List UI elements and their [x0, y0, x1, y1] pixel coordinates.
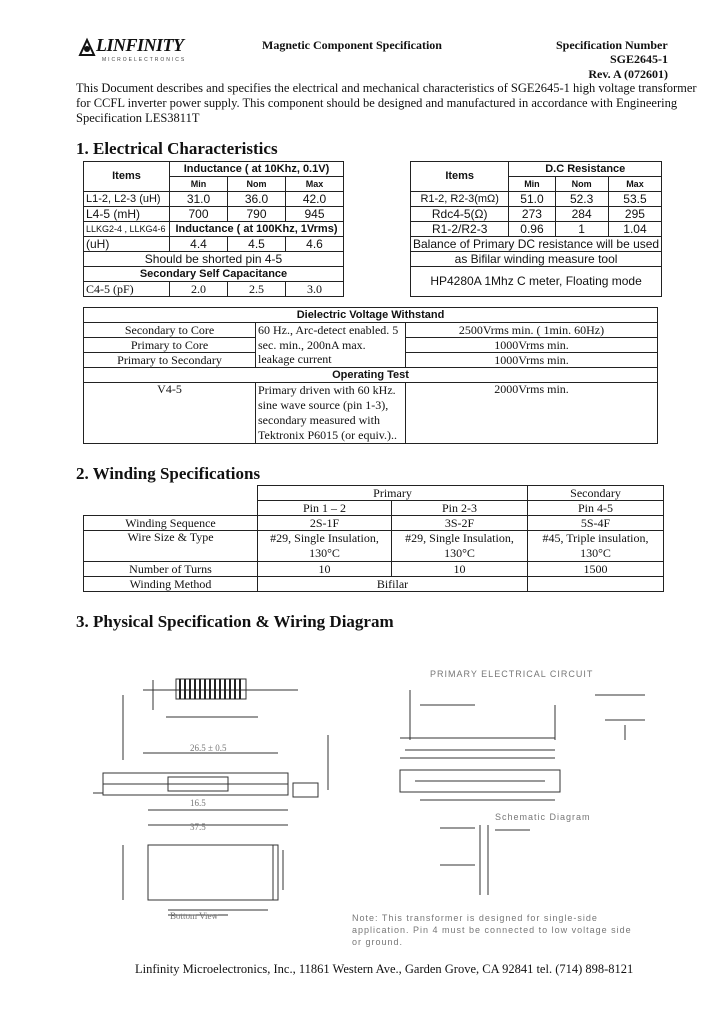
lk-nom: 4.5 [228, 237, 286, 252]
operating-test-header: Operating Test [84, 368, 658, 383]
section-physical-title: 3. Physical Specification & Wiring Diagram [76, 612, 394, 631]
lk-label: LLKG2-4 , LLKG4-6 [84, 222, 170, 237]
lk-min: 4.4 [170, 237, 228, 252]
winding-seq-2: 3S-2F [392, 516, 528, 531]
winding-seq-3: 5S-4F [528, 516, 664, 531]
schematic-title: Schematic Diagram [495, 812, 591, 822]
spec-number-label: Specification Number [556, 38, 668, 52]
winding-seq-label: Winding Sequence [84, 516, 258, 531]
ratio-max: 1.04 [608, 222, 661, 237]
pin-4-5: Pin 4-5 [528, 501, 664, 516]
winding-seq-1: 2S-1F [258, 516, 392, 531]
c45-min: 2.0 [170, 282, 228, 297]
dielectric-row-2-value: 1000Vrms min. [406, 338, 658, 353]
l45-nom: 790 [228, 207, 286, 222]
doc-type: Magnetic Component Specification [262, 38, 442, 52]
dim-c: 37.5 [190, 822, 206, 832]
wire-size-label: Wire Size & Type [84, 531, 258, 562]
dc-nom-header: Nom [555, 177, 608, 192]
op-cond-3: secondary measured with [258, 413, 380, 427]
r12-max: 53.5 [608, 192, 661, 207]
circuit-drawing [355, 680, 675, 895]
dielectric-row-2-label: Primary to Core [84, 338, 256, 353]
note-line-2: application. Pin 4 must be connected to low voltage side [352, 925, 632, 935]
lk-header: Inductance ( at 100Khz, 1Vrms) [170, 222, 344, 237]
spec-number: SGE2645-1 [609, 52, 668, 66]
rdc45-min: 273 [509, 207, 555, 222]
dielectric-row-1-label: Secondary to Core [84, 323, 256, 338]
dc-items-header: Items [411, 162, 509, 192]
inductance-table [83, 161, 344, 297]
dielectric-row-3-label: Primary to Secondary [84, 353, 256, 368]
section-electrical-title: 1. Electrical Characteristics [76, 139, 278, 158]
l45-max: 945 [286, 207, 344, 222]
turns-1: 10 [258, 562, 392, 577]
cap-method: HP4280A 1Mhz C meter, Floating mode [411, 267, 662, 297]
l45-label: L4-5 (mH) [84, 207, 170, 222]
turns-3: 1500 [528, 562, 664, 577]
op-value: 2000Vrms min. [406, 383, 658, 444]
company-logo [76, 35, 186, 65]
bottom-view-label: Bottom View [170, 911, 219, 921]
op-conditions [256, 383, 406, 444]
pin-2-3: Pin 2-3 [392, 501, 528, 516]
l45-min: 700 [170, 207, 228, 222]
c45-nom: 2.5 [228, 282, 286, 297]
r12-min: 51.0 [509, 192, 555, 207]
dielectric-header: Dielectric Voltage Withstand [84, 308, 658, 323]
ratio-nom: 1 [555, 222, 608, 237]
lk-max: 4.6 [286, 237, 344, 252]
wire-size-1 [258, 531, 392, 562]
max-header: Max [286, 177, 344, 192]
dc-header: D.C Resistance [509, 162, 662, 177]
dim-b: 16.5 [190, 798, 206, 808]
dc-max-header: Max [608, 177, 661, 192]
winding-method-label: Winding Method [84, 577, 258, 592]
l12-min: 31.0 [170, 192, 228, 207]
rdc45-max: 295 [608, 207, 661, 222]
note-line-3: or ground. [352, 937, 404, 947]
l12-label: L1-2, L2-3 (uH) [84, 192, 170, 207]
winding-method-value: Bifilar [258, 577, 528, 592]
dc-resistance-table [410, 161, 662, 297]
dielectric-row-3-value: 1000Vrms min. [406, 353, 658, 368]
pin-1-2: Pin 1 – 2 [258, 501, 392, 516]
intro-line-2: for CCFL inverter power supply. This component should be designed and manufactured in accordance with Engineering [76, 96, 678, 110]
min-header: Min [170, 177, 228, 192]
wire-size-3-type: #45, Triple insulation, [542, 531, 649, 545]
shorted-note: Should be shorted pin 4-5 [84, 252, 344, 267]
intro-line-1: This Document describes and specifies the electrical and mechanical characteristics of SGE2645-1 high voltage transformer [76, 81, 697, 95]
balance-note-1: Balance of Primary DC resistance will be used [411, 237, 662, 252]
winding-method-empty [528, 577, 664, 592]
dielectric-cond-2: sec. min., 200nA max. [256, 338, 406, 353]
ratio-label: R1-2/R2-3 [411, 222, 509, 237]
rdc45-label: Rdc4-5(Ω) [411, 207, 509, 222]
dielectric-cond-3: leakage current [256, 353, 406, 368]
dielectric-row-1-value: 2500Vrms min. ( 1min. 60Hz) [406, 323, 658, 338]
turns-2: 10 [392, 562, 528, 577]
wire-size-2-temp: 130°C [444, 546, 475, 560]
dc-min-header: Min [509, 177, 555, 192]
primary-header: Primary [258, 486, 528, 501]
l12-nom: 36.0 [228, 192, 286, 207]
r12-nom: 52.3 [555, 192, 608, 207]
wire-size-3-temp: 130°C [580, 546, 611, 560]
c45-label: C4-5 (pF) [84, 282, 170, 297]
winding-coil [176, 679, 246, 699]
logo-mark-icon [76, 37, 98, 59]
r12-label: R1-2, R2-3(mΩ) [411, 192, 509, 207]
dielectric-table [83, 307, 658, 444]
circuit-title: PRIMARY ELECTRICAL CIRCUIT [430, 669, 594, 679]
wire-size-2-type: #29, Single Insulation, [405, 531, 514, 545]
turns-label: Number of Turns [84, 562, 258, 577]
logo-text: LINFINITY [96, 35, 184, 55]
op-label: V4-5 [84, 383, 256, 444]
op-cond-4: Tektronix P6015 (or equiv.).. [258, 428, 398, 442]
section-winding-title: 2. Winding Specifications [76, 464, 261, 483]
footer-address: Linfinity Microelectronics, Inc., 11861 Western Ave., Garden Grove, CA 92841 tel. (714) 898-8121 [135, 962, 634, 976]
nom-header: Nom [228, 177, 286, 192]
ratio-min: 0.96 [509, 222, 555, 237]
dim-a: 26.5 ± 0.5 [190, 743, 227, 753]
inductance-header: Inductance ( at 10Khz, 0.1V) [170, 162, 344, 177]
lk-unit: (uH) [84, 237, 170, 252]
rdc45-nom: 284 [555, 207, 608, 222]
dielectric-cond-1: 60 Hz., Arc-detect enabled. 5 [256, 323, 406, 338]
intro-line-3: Specification LES3811T [76, 111, 200, 125]
l12-max: 42.0 [286, 192, 344, 207]
secondary-header: Secondary [528, 486, 664, 501]
cap-header: Secondary Self Capacitance [84, 267, 344, 282]
logo-subtext: MICROELECTRONICS [102, 57, 187, 63]
op-cond-1: Primary driven with 60 kHz. [258, 383, 396, 397]
wire-size-1-temp: 130°C [309, 546, 340, 560]
revision: Rev. A (072601) [588, 67, 668, 81]
balance-note-2: as Bifilar winding measure tool [411, 252, 662, 267]
items-header: Items [84, 162, 170, 192]
op-cond-2: sine wave source (pin 1-3), [258, 398, 389, 412]
note-line-1: Note: This transformer is designed for single-side [352, 913, 598, 923]
c45-max: 3.0 [286, 282, 344, 297]
wire-size-1-type: #29, Single Insulation, [270, 531, 379, 545]
winding-table [83, 485, 664, 592]
wire-size-2 [392, 531, 528, 562]
wire-size-3 [528, 531, 664, 562]
